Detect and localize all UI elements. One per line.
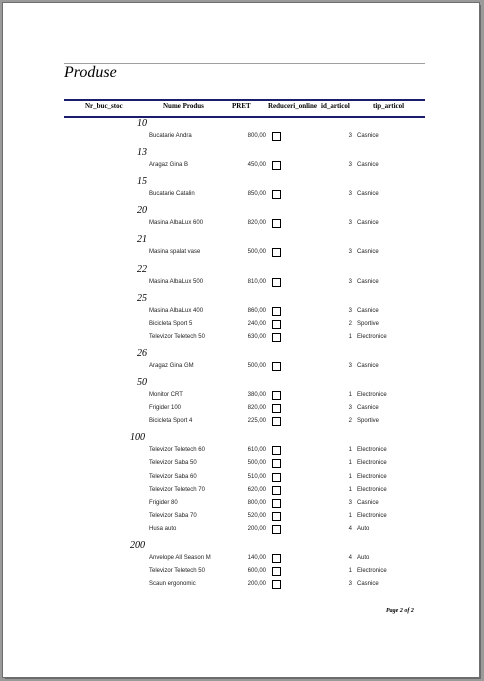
product-price: 510,00: [247, 473, 266, 480]
product-name: Frigider 80: [149, 499, 178, 506]
header-pret: PRET: [232, 102, 251, 110]
product-name: Monitor CRT: [149, 392, 183, 398]
header-reduceri-online: Reduceri_online: [268, 102, 317, 110]
header-rule-top: [64, 99, 425, 101]
online-discount-checkbox[interactable]: [272, 278, 281, 287]
article-id: 1: [348, 460, 352, 467]
table-row: [3, 320, 479, 330]
product-name: Husa auto: [149, 525, 177, 532]
article-type: Auto: [357, 555, 370, 561]
product-price: 800,00: [247, 133, 266, 139]
article-type: Casnice: [357, 499, 379, 506]
article-id: 3: [348, 405, 352, 412]
table-row: [3, 417, 479, 427]
product-name: Televizor Saba 70: [149, 512, 197, 519]
product-name: Scaun ergonomic: [149, 581, 196, 588]
article-type: Sportive: [357, 320, 380, 327]
article-type: Casnice: [357, 249, 379, 256]
table-row: [3, 161, 479, 171]
online-discount-checkbox[interactable]: [272, 580, 281, 589]
product-name: Masina AlbaLux 500: [149, 278, 204, 285]
product-name: Frigider 100: [149, 405, 182, 412]
online-discount-checkbox[interactable]: [272, 132, 281, 141]
table-row: [3, 567, 479, 577]
article-type: Casnice: [357, 133, 379, 139]
article-id: 1: [348, 512, 352, 519]
online-discount-checkbox[interactable]: [272, 320, 281, 329]
page-footer: Page 2 of 2: [386, 608, 414, 614]
header-rule-bottom: [64, 116, 425, 118]
article-id: 2: [348, 320, 352, 327]
article-type: Electronice: [357, 568, 387, 575]
product-price: 500,00: [247, 249, 266, 256]
online-discount-checkbox[interactable]: [272, 499, 281, 508]
online-discount-checkbox[interactable]: [272, 554, 281, 563]
table-row: [3, 512, 479, 522]
table-row: [3, 486, 479, 496]
product-price: 500,00: [247, 362, 266, 369]
article-id: 3: [348, 191, 352, 198]
product-name: Televizor Teletech 50: [149, 568, 205, 575]
article-type: Electronice: [357, 447, 387, 454]
article-id: 4: [348, 555, 352, 561]
article-type: Electronice: [357, 512, 387, 519]
header-id-articol: id_articol: [321, 102, 350, 110]
product-name: Anvelope All Season M: [149, 555, 211, 561]
table-row: [3, 580, 479, 590]
product-name: Televizor Teletech 60: [149, 447, 205, 454]
online-discount-checkbox[interactable]: [272, 417, 281, 426]
product-price: 520,00: [247, 512, 266, 519]
table-row: [3, 333, 479, 343]
group-stock-header: 13: [137, 147, 147, 159]
online-discount-checkbox[interactable]: [272, 446, 281, 455]
article-id: 1: [348, 568, 352, 575]
product-name: Televizor Saba 60: [149, 473, 197, 480]
product-price: 610,00: [247, 447, 266, 454]
article-id: 1: [348, 392, 352, 398]
article-type: Electronice: [357, 333, 387, 340]
product-name: Bucatarie Andra: [149, 133, 192, 139]
table-row: [3, 307, 479, 317]
article-type: Casnice: [357, 162, 379, 169]
article-type: Casnice: [357, 405, 379, 412]
product-name: Masina AlbaLux 600: [149, 220, 204, 227]
table-row: [3, 219, 479, 229]
group-stock-header: 21: [137, 234, 147, 246]
article-id: 3: [348, 362, 352, 369]
product-price: 200,00: [247, 581, 266, 588]
product-price: 240,00: [247, 320, 266, 327]
product-name: Aragaz Gina GM: [149, 362, 194, 369]
online-discount-checkbox[interactable]: [272, 473, 281, 482]
article-type: Casnice: [357, 191, 379, 198]
product-price: 140,00: [247, 555, 266, 561]
report-title: Produse: [64, 64, 117, 81]
product-price: 820,00: [247, 220, 266, 227]
article-id: 3: [348, 278, 352, 285]
article-id: 1: [348, 447, 352, 454]
table-row: [3, 404, 479, 414]
online-discount-checkbox[interactable]: [272, 486, 281, 495]
product-price: 800,00: [247, 499, 266, 506]
article-type: Auto: [357, 525, 370, 532]
article-type: Electronice: [357, 392, 387, 398]
group-stock-header: 26: [137, 347, 147, 359]
article-type: Electronice: [357, 460, 387, 467]
article-type: Casnice: [357, 362, 379, 369]
product-name: Bucatarie Catalin: [149, 191, 195, 198]
product-price: 600,00: [247, 568, 266, 575]
article-id: 3: [348, 133, 352, 139]
online-discount-checkbox[interactable]: [272, 362, 281, 371]
product-price: 810,00: [247, 278, 266, 285]
table-row: [3, 459, 479, 469]
product-price: 225,00: [247, 418, 266, 425]
article-type: Sportive: [357, 418, 380, 425]
online-discount-checkbox[interactable]: [272, 219, 281, 228]
article-id: 2: [348, 418, 352, 425]
online-discount-checkbox[interactable]: [272, 248, 281, 257]
group-stock-header: 50: [137, 377, 147, 388]
product-price: 820,00: [247, 405, 266, 412]
table-row: [3, 473, 479, 483]
table-row: [3, 391, 479, 401]
article-id: 3: [348, 499, 352, 506]
article-type: Electronice: [357, 473, 387, 480]
table-row: [3, 525, 479, 535]
table-row: [3, 132, 479, 142]
group-stock-header: 100: [130, 432, 145, 444]
group-stock-header: 20: [137, 205, 147, 217]
product-name: Aragaz Gina B: [149, 162, 189, 169]
online-discount-checkbox[interactable]: [272, 307, 281, 316]
table-row: [3, 362, 479, 372]
article-id: 3: [348, 249, 352, 256]
article-type: Casnice: [357, 581, 379, 588]
online-discount-checkbox[interactable]: [272, 459, 281, 468]
product-price: 380,00: [247, 392, 266, 398]
group-stock-header: 25: [137, 292, 147, 304]
article-type: Casnice: [357, 220, 379, 227]
article-id: 3: [348, 162, 352, 169]
product-name: Masina spalat vase: [149, 249, 201, 256]
header-tip-articol: tip_articol: [373, 102, 405, 110]
online-discount-checkbox[interactable]: [272, 161, 281, 170]
online-discount-checkbox[interactable]: [272, 525, 281, 534]
table-row: [3, 278, 479, 288]
product-name: Televizor Saba 50: [149, 460, 197, 467]
table-row: [3, 190, 479, 200]
product-price: 500,00: [247, 460, 266, 467]
group-stock-header: 22: [137, 263, 147, 275]
article-id: 1: [348, 473, 352, 480]
product-price: 630,00: [247, 333, 266, 340]
online-discount-checkbox[interactable]: [272, 391, 281, 400]
product-name: Masina AlbaLux 400: [149, 307, 204, 314]
product-name: Televizor Teletech 70: [149, 486, 205, 493]
article-type: Casnice: [357, 278, 379, 285]
online-discount-checkbox[interactable]: [272, 512, 281, 521]
article-type: Casnice: [357, 307, 379, 314]
group-stock-header: 10: [137, 118, 147, 129]
product-price: 620,00: [247, 486, 266, 493]
group-stock-header: 15: [137, 176, 147, 188]
article-id: 3: [348, 307, 352, 314]
product-price: 860,00: [247, 307, 266, 314]
article-id: 1: [348, 333, 352, 340]
article-id: 3: [348, 220, 352, 227]
title-divider: [64, 63, 425, 64]
product-price: 200,00: [247, 525, 266, 532]
table-row: [3, 554, 479, 564]
header-nr-buc-stoc: Nr_buc_stoc: [85, 102, 123, 110]
header-nume-produs: Nume Produs: [163, 102, 204, 110]
online-discount-checkbox[interactable]: [272, 567, 281, 576]
article-id: 3: [348, 581, 352, 588]
online-discount-checkbox[interactable]: [272, 333, 281, 342]
group-stock-header: 200: [130, 540, 145, 551]
product-price: 850,00: [247, 191, 266, 198]
article-id: 4: [348, 525, 352, 532]
table-row: [3, 499, 479, 509]
table-row: [3, 248, 479, 258]
product-name: Bicicleta Sport 5: [149, 320, 193, 327]
product-price: 450,00: [247, 162, 266, 169]
product-name: Televizor Teletech 50: [149, 333, 205, 340]
product-name: Bicicleta Sport 4: [149, 418, 193, 425]
online-discount-checkbox[interactable]: [272, 404, 281, 413]
article-id: 1: [348, 486, 352, 493]
report-page: [2, 2, 480, 678]
table-row: [3, 446, 479, 456]
online-discount-checkbox[interactable]: [272, 190, 281, 199]
article-type: Electronice: [357, 486, 387, 493]
